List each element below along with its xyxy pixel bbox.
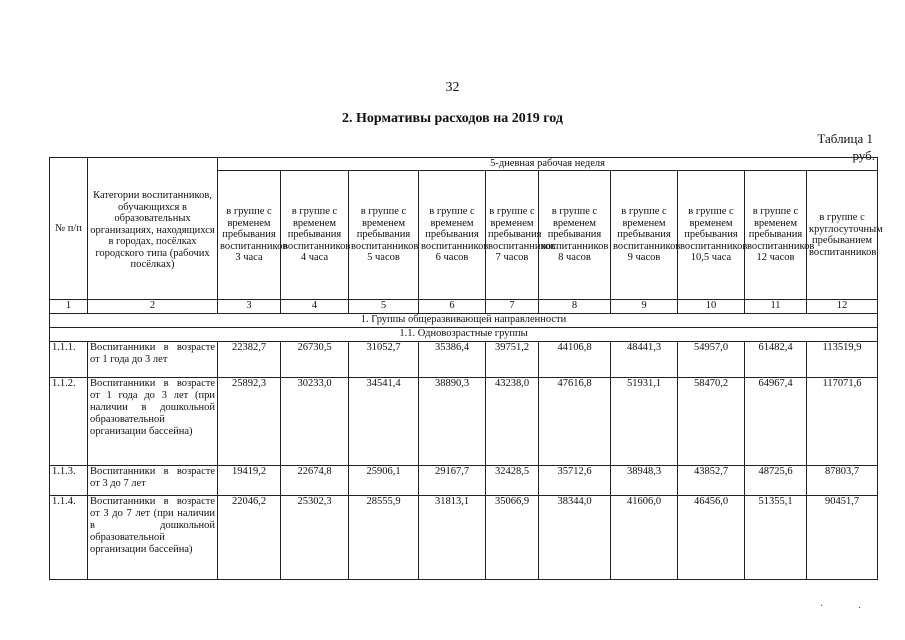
row-value: 31052,7 xyxy=(349,342,419,378)
row-value: 38890,3 xyxy=(419,378,486,466)
table-label: Таблица 1 xyxy=(817,131,873,146)
row-category: Воспитанники в возрасте от 3 до 7 лет (при наличии в дошкольной образовательной организации бассейна) xyxy=(88,496,218,580)
row-value: 47616,8 xyxy=(539,378,611,466)
row-value: 25892,3 xyxy=(218,378,281,466)
column-number: 6 xyxy=(419,300,486,314)
header-col-4h: в группе с временем пребывания воспитанников 4 часа xyxy=(281,171,349,300)
row-value: 64967,4 xyxy=(745,378,807,466)
header-col-7h: в группе с временем пребывания воспитанников 7 часов xyxy=(486,171,539,300)
row-value: 22382,7 xyxy=(218,342,281,378)
row-value: 48441,3 xyxy=(611,342,678,378)
table-row xyxy=(50,496,878,580)
row-value: 51931,1 xyxy=(611,378,678,466)
header-col-10-5h: в группе с временем пребывания воспитанников 10,5 часа xyxy=(678,171,745,300)
table-row xyxy=(50,466,878,496)
row-value: 25906,1 xyxy=(349,466,419,496)
row-code: 1.1.4. xyxy=(50,496,88,580)
row-value: 113519,9 xyxy=(807,342,878,378)
row-value: 22046,2 xyxy=(218,496,281,580)
column-number: 10 xyxy=(678,300,745,314)
column-number: 8 xyxy=(539,300,611,314)
document-title: 2. Нормативы расходов на 2019 год xyxy=(342,111,563,126)
column-number: 5 xyxy=(349,300,419,314)
row-value: 26730,5 xyxy=(281,342,349,378)
row-category: Воспитанники в возрасте от 3 до 7 лет xyxy=(88,466,218,496)
scan-speck: · xyxy=(858,603,862,614)
row-value: 38344,0 xyxy=(539,496,611,580)
column-number: 2 xyxy=(88,300,218,314)
page-number: 32 xyxy=(445,80,460,95)
row-value: 48725,6 xyxy=(745,466,807,496)
row-value: 38948,3 xyxy=(611,466,678,496)
row-value: 43852,7 xyxy=(678,466,745,496)
header-col-3h: в группе с временем пребывания воспитанников 3 часа xyxy=(218,171,281,300)
row-value: 87803,7 xyxy=(807,466,878,496)
norms-table xyxy=(49,157,883,580)
header-col-8h: в группе с временем пребывания воспитанников 8 часов xyxy=(539,171,611,300)
row-value: 35066,9 xyxy=(486,496,539,580)
row-value: 46456,0 xyxy=(678,496,745,580)
row-value: 32428,5 xyxy=(486,466,539,496)
row-value: 22674,8 xyxy=(281,466,349,496)
row-value: 44106,8 xyxy=(539,342,611,378)
row-value: 29167,7 xyxy=(419,466,486,496)
header-col-6h: в группе с временем пребывания воспитанников 6 часов xyxy=(419,171,486,300)
column-number: 11 xyxy=(745,300,807,314)
row-value: 117071,6 xyxy=(807,378,878,466)
column-number: 4 xyxy=(281,300,349,314)
row-value: 35712,6 xyxy=(539,466,611,496)
row-value: 90451,7 xyxy=(807,496,878,580)
section-heading: 1. Группы общеразвивающей направленности xyxy=(50,314,878,328)
row-category: Воспитанники в возрасте от 1 года до 3 лет xyxy=(88,342,218,378)
row-value: 41606,0 xyxy=(611,496,678,580)
table-row xyxy=(50,342,878,378)
row-value: 61482,4 xyxy=(745,342,807,378)
units-label: руб. xyxy=(852,148,875,163)
row-value: 28555,9 xyxy=(349,496,419,580)
row-category: Воспитанники в возрасте от 1 года до 3 лет (при наличии в дошкольной образовательной организации бассейна) xyxy=(88,378,218,466)
column-number: 1 xyxy=(50,300,88,314)
scan-speck: · xyxy=(820,601,824,612)
row-value: 58470,2 xyxy=(678,378,745,466)
row-value: 30233,0 xyxy=(281,378,349,466)
header-col-9h: в группе с временем пребывания воспитанников 9 часов xyxy=(611,171,678,300)
column-number: 7 xyxy=(486,300,539,314)
column-number: 12 xyxy=(807,300,878,314)
row-value: 19419,2 xyxy=(218,466,281,496)
row-code: 1.1.1. xyxy=(50,342,88,378)
header-col-12h: в группе с временем пребывания воспитанников 12 часов xyxy=(745,171,807,300)
header-category: Категории воспитанников, обучающихся в образовательных организациях, находящихся в городах, посёлках городского типа (рабочих посёлках) xyxy=(88,158,218,300)
column-number: 3 xyxy=(218,300,281,314)
row-value: 31813,1 xyxy=(419,496,486,580)
table-row xyxy=(50,378,878,466)
row-value: 35386,4 xyxy=(419,342,486,378)
header-workweek: 5-дневная рабочая неделя xyxy=(218,158,878,171)
row-value: 54957,0 xyxy=(678,342,745,378)
row-value: 34541,4 xyxy=(349,378,419,466)
row-code: 1.1.2. xyxy=(50,378,88,466)
header-col-5h: в группе с временем пребывания воспитанников 5 часов xyxy=(349,171,419,300)
row-value: 51355,1 xyxy=(745,496,807,580)
row-value: 25302,3 xyxy=(281,496,349,580)
row-code: 1.1.3. xyxy=(50,466,88,496)
subsection-heading: 1.1. Одновозрастные группы xyxy=(50,328,878,342)
column-number: 9 xyxy=(611,300,678,314)
header-num: № п/п xyxy=(50,158,88,300)
header-col-24h: в группе с круглосуточным пребыванием воспитанников xyxy=(807,171,878,300)
row-value: 43238,0 xyxy=(486,378,539,466)
column-number-row xyxy=(50,300,878,314)
row-value: 39751,2 xyxy=(486,342,539,378)
